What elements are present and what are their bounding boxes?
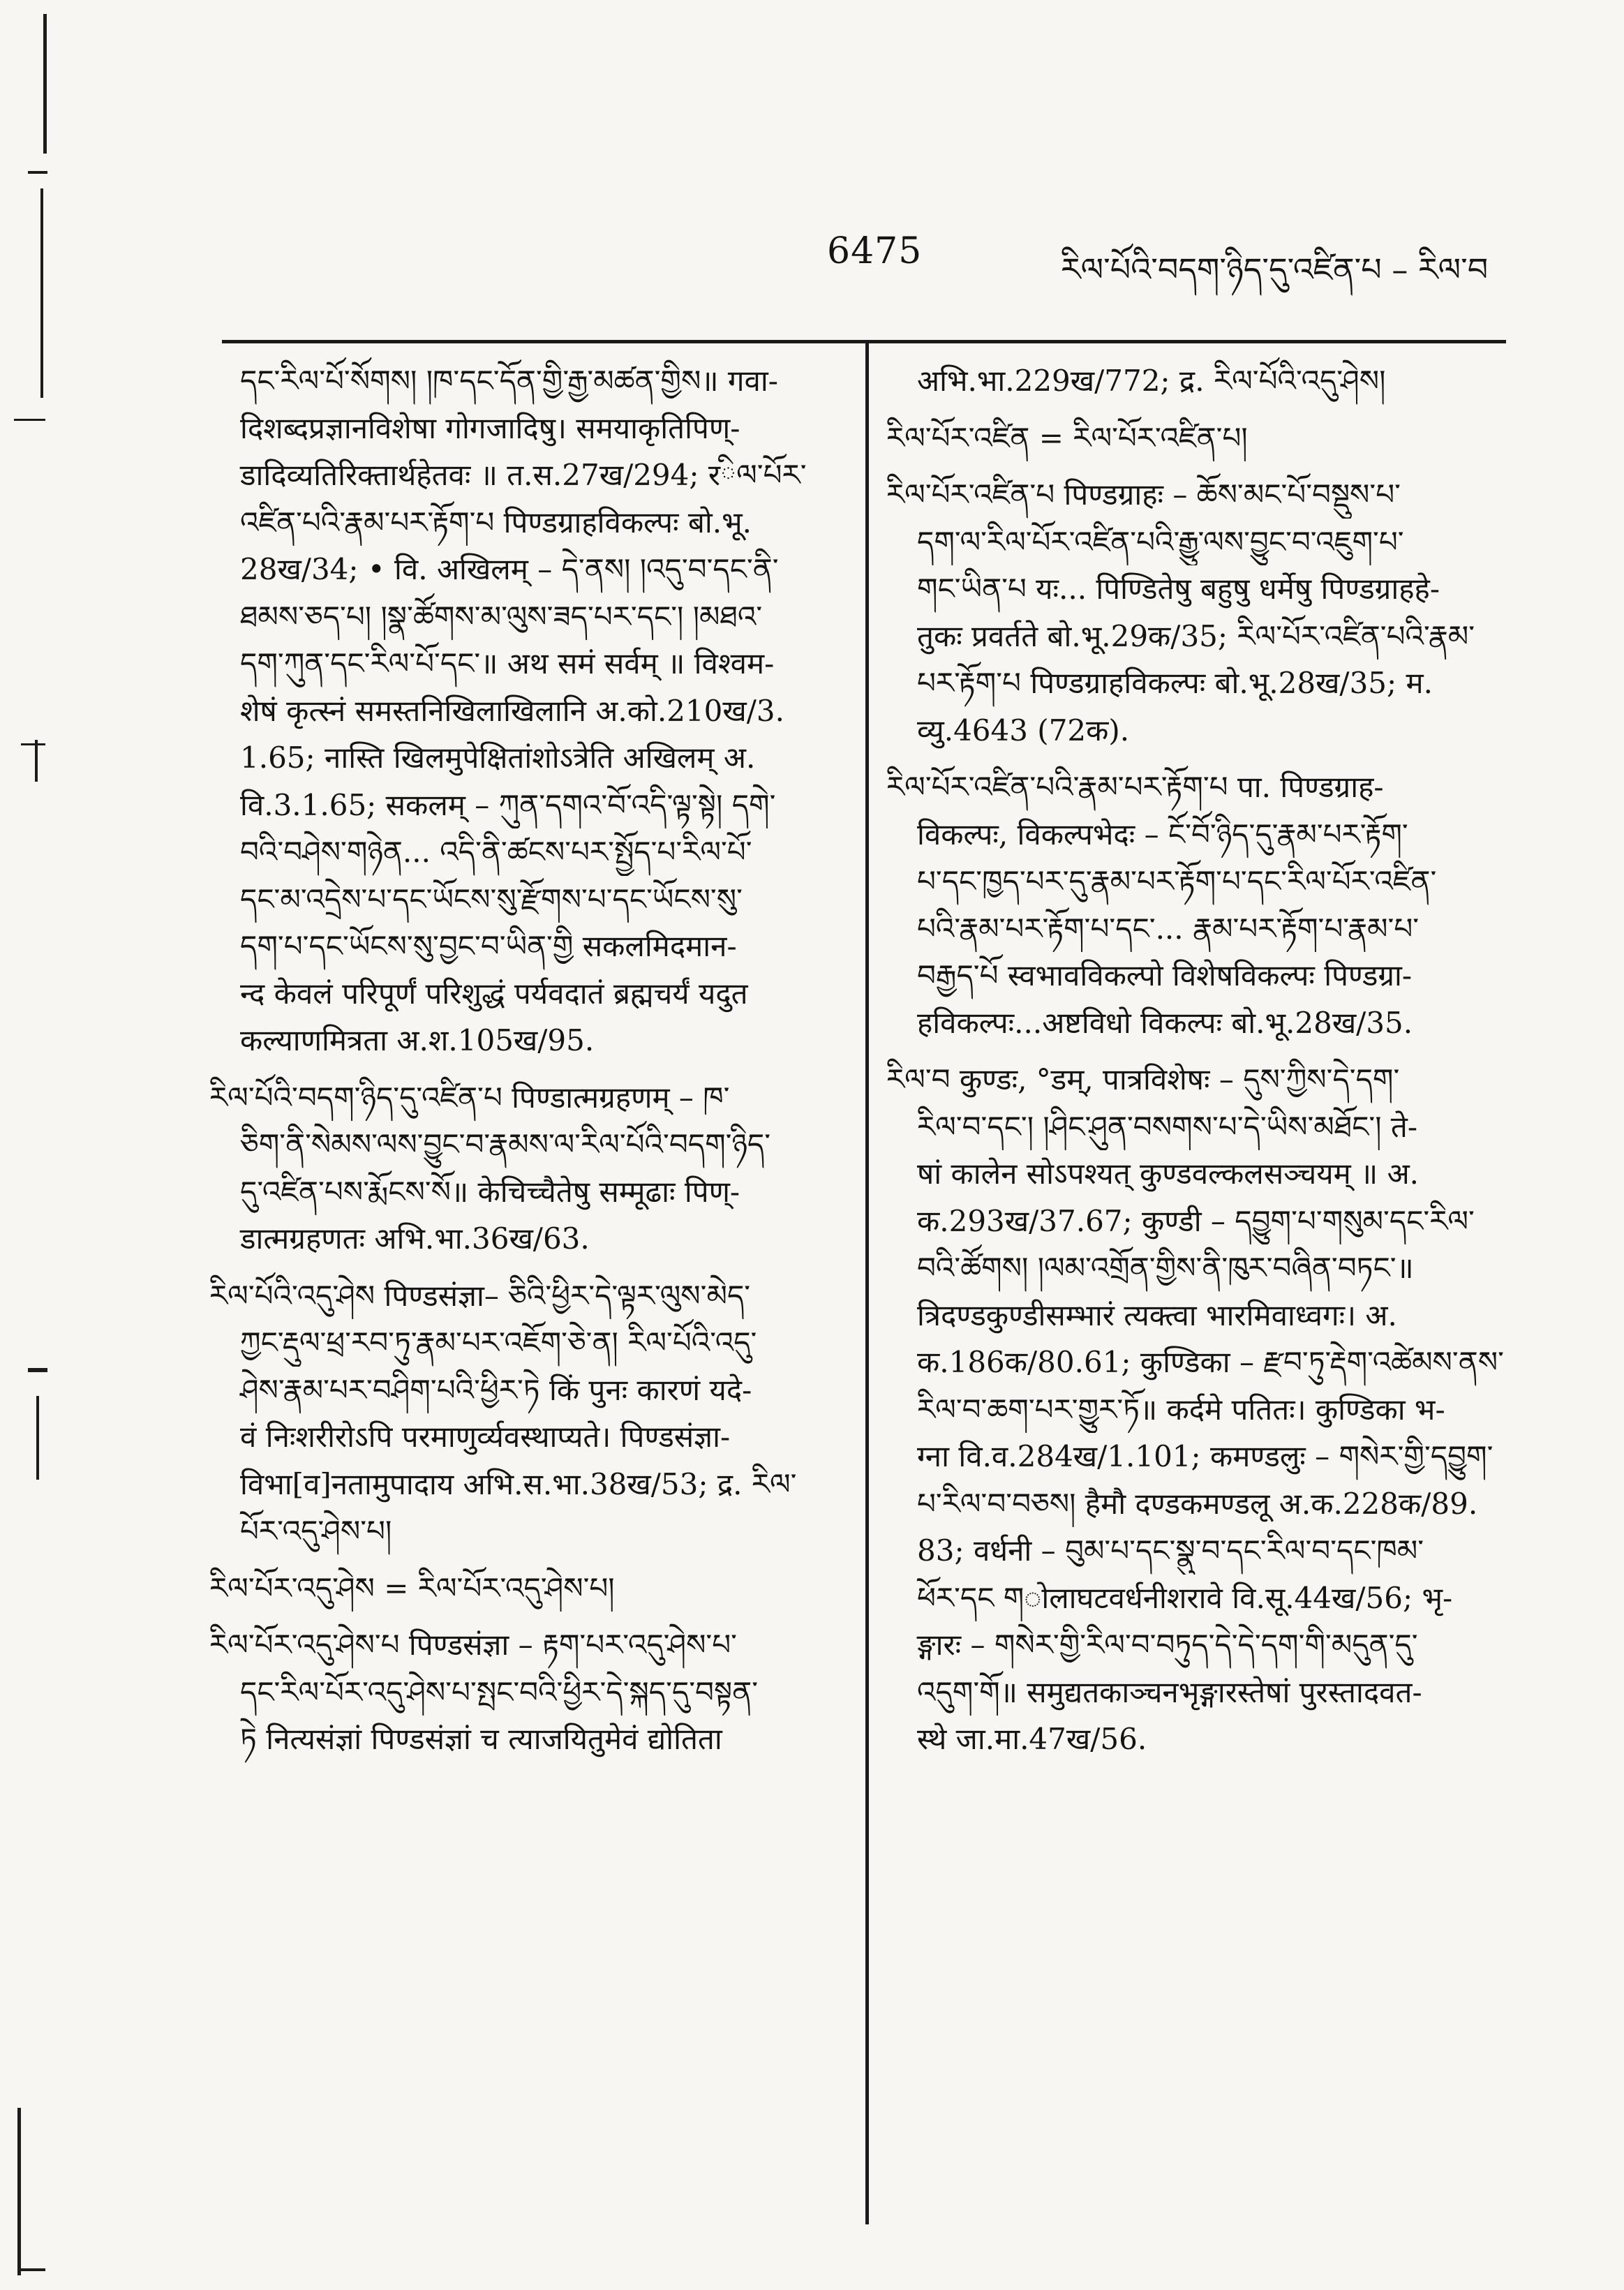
- entry-headword-line: རིལ་བ कुण्डः, °डम्, पात्रविशेषः – དུས་ཀྱིས་དེ་དག་: [886, 1062, 1400, 1096]
- entry-text-line: ཤེས་རྣམ་པར་བཤིག་པའི་ཕྱིར་ཏེ किं पुनः कारणं यदे-: [240, 1372, 752, 1407]
- entry-text-line: པོར་འདུ་ཤེས་པ།: [240, 1514, 392, 1548]
- entry-text-line: ཏེ नित्यसंज्ञां पिण्डसंज्ञां च त्याजयितुमेवं द्योतिता: [240, 1722, 722, 1756]
- scan-edge-mark: [35, 740, 38, 782]
- entry-text-line: རིལ་བ་དང་། །ཤིང་ཤུན་བསགས་པ་དེ་ཡིས་མཐོང་། ते-: [917, 1109, 1418, 1144]
- entry-text-line: ཕོར་དང གोलाघटवर्धनीशरावे वि.सू.44ख/56; भृ-: [917, 1580, 1453, 1615]
- entry-text-line: དག་ཀུན་དང་རིལ་པོ་དང་॥ अथ समं सर्वम् ॥ विश्वम-: [240, 646, 775, 681]
- entry-text-line: པའི་རྣམ་པར་རྟོག་པ་དང་... རྣམ་པར་རྟོག་པ་རྣམ་པ་: [917, 911, 1420, 946]
- entry-text-line: དང་རིལ་པོར་འདུ་ཤེས་པ་སྤང་བའི་ཕྱིར་དེ་སྐད་དུ་བསྟན་: [240, 1674, 759, 1709]
- scan-edge-mark: [17, 2108, 21, 2275]
- entry-text-line: འཛིན་པའི་རྣམ་པར་རྟོག་པ पिण्डग्राहविकल्पः बो.भू.: [240, 505, 752, 540]
- entry-text-line: अभि.भा.229ख/772; द्र. རིལ་པོའི་འདུ་ཤེས།: [917, 364, 1386, 398]
- entry-text-line: པ་རིལ་བ་བཅས། हैमौ दण्डकमण्डलू अ.क.228क/89.: [917, 1486, 1478, 1521]
- entry-headword-line: རིལ་པོའི་འདུ་ཤེས पिण्डसंज्ञा– ཅིའི་ཕྱིར་དེ་ལྟར་ལུས་མེད་: [209, 1278, 751, 1313]
- entry-text-line: स्थे जा.मा.47ख/56.: [917, 1722, 1147, 1756]
- scan-edge-mark: [28, 1368, 47, 1372]
- entry-text-line: षां कालेन सोऽपश्यत् कुण्डवल्कलसञ्चयम् ॥ अ.: [917, 1157, 1420, 1191]
- scan-edge-mark: [36, 1396, 39, 1480]
- entry-text-line: དང་རིལ་པོ་སོགས། །ཁ་དང་དོན་གྱི་རྒྱ་མཚན་གྱིས॥ गवा-: [240, 364, 778, 398]
- right-column: [886, 357, 1514, 1763]
- entry-text-line: པ་དང་ཁྱད་པར་དུ་རྣམ་པར་རྟོག་པ་དང་རིལ་པོར་འཛིན་: [917, 864, 1437, 898]
- entry-text-line: གང་ཡིན་པ यः... पिण्डितेषु बहुषु धर्मेषु पिण्डग्राहहे-: [917, 572, 1440, 606]
- scan-edge-mark: [21, 743, 45, 745]
- entry-text-line: བའི་བཤེས་གཉེན... འདི་ནི་ཚངས་པར་སྤྱོད་པ་རིལ་པོ་: [240, 835, 752, 869]
- entry-headword-line: རིལ་པོར་འདུ་ཤེས = རིལ་པོར་འདུ་ཤེས་པ།: [209, 1570, 615, 1605]
- entry-headword-line: རིལ་པོར་འཛིན = རིལ་པོར་འཛིན་པ།: [886, 420, 1248, 455]
- entry-text-line: क.186क/80.61; कुण्डिका – རྫབ་ཏུ་རྡེག་འཚེམས་ནས་: [917, 1345, 1504, 1379]
- entry-text-line: ཀྱང་རྡུལ་ཕྲ་རབ་ཏུ་རྣམ་པར་འཇོག་ཅེ་ན། རིལ་པོའི་འདུ་: [240, 1325, 757, 1360]
- page-number: 6475: [827, 230, 923, 272]
- scan-edge-mark: [14, 419, 45, 421]
- entry-text-line: व्यु.4643 (72क).: [917, 713, 1130, 748]
- entry-text-line: क.293ख/37.67; कुण्डी – དབྱུག་པ་གསུམ་དང་རིལ་: [917, 1203, 1475, 1238]
- entry-text-line: 28ख/34; • वि. अखिलम् – དེ་ནས། །འདུ་བ་དང་ནི་: [240, 552, 779, 586]
- entry-headword-line: རིལ་པོར་འདུ་ཤེས་པ पिण्डसंज्ञा – རྟག་པར་འདུ་ཤེས་པ་: [209, 1628, 737, 1662]
- entry-text-line: དག་ལ་རིལ་པོར་འཛིན་པའི་རྒྱུ་ལས་བྱུང་བ་འཇུག་པ་: [917, 524, 1404, 559]
- entry-text-line: 1.65; नास्ति खिलमुपेक्षितांशोऽत्रेति अखिलम् अ.: [240, 741, 756, 775]
- entry-text-line: དུ་འཛིན་པས་རྨོངས་སོ॥ केचिच्चैतेषु सम्मूढाः पिण्-: [240, 1174, 740, 1209]
- entry-text-line: विभा[व]नतामुपादाय अभि.स.भा.38ख/53; द्र. རིལ་: [240, 1466, 797, 1501]
- entry-headword-line: རིལ་པོའི་བདག་ཉིད་དུ་འཛིན་པ पिण्डात्मग्रहणम् – ཁ་: [209, 1080, 730, 1115]
- left-column: [209, 357, 837, 1763]
- entry-text-line: शेषं कृत्स्नं समस्तनिखिलाखिलानि अ.को.210ख/3.: [240, 693, 784, 728]
- scan-edge-mark: [17, 2268, 45, 2271]
- entry-headword-line: རིལ་པོར་འཛིན་པའི་རྣམ་པར་རྟོག་པ पा. पिण्डग्राह-: [886, 770, 1384, 804]
- column-divider: [865, 340, 869, 2224]
- entry-text-line: न्द केवलं परिपूर्णं परिशुद्धं पर्यवदातं ब्रह्मचर्यं यदुत: [240, 976, 748, 1011]
- entry-text-line: བའི་ཚོགས། །ལམ་འགྲོན་གྱིས་ནི་ཁུར་བཞིན་བཏང་॥: [917, 1251, 1414, 1285]
- header-rule: [222, 340, 1506, 343]
- entry-text-line: वि.3.1.65; सकलम् – ཀུན་དགའ་བོ་འདི་ལྟ་སྟེ། དགེ་: [240, 787, 776, 822]
- entry-text-line: वं निःशरीरोऽपि परमाणुर्व्यवस्थाप्यते। पिण्डसंज्ञा-: [240, 1420, 731, 1454]
- entry-text-line: 83; वर्धनी – བུམ་པ་དང་སྣུ་བ་དང་རིལ་བ་དང་ཁམ་: [917, 1533, 1424, 1568]
- entry-headword-line: རིལ་པོར་འཛིན་པ पिण्डग्राहः – ཆོས་མང་པོ་བསྡུས་པ་: [886, 477, 1401, 512]
- entry-text-line: त्रिदण्डकुण्डीसम्भारं त्यक्त्वा भारमिवाध्वगः। अ.: [917, 1298, 1397, 1332]
- headword-range: རིལ་པོའི་བདག་ཉིད་དུ་འཛིན་པ – རིལ་བ: [1061, 251, 1489, 288]
- entry-text-line: དང་མ་འདྲེས་པ་དང་ཡོངས་སུ་རྫོགས་པ་དང་ཡོངས་སུ་: [240, 882, 743, 916]
- entry-text-line: བརྒྱད་པོ स्वभावविकल्पो विशेषविकल्पः पिण्डग्रा-: [917, 958, 1413, 992]
- scan-edge-mark: [40, 188, 43, 398]
- entry-text-line: विकल्पः, विकल्पभेदः – ངོ་བོ་ཉིད་དུ་རྣམ་པར་རྟོག་: [917, 817, 1408, 852]
- entry-text-line: तुकः प्रवर्तते बो.भू.29क/35; རིལ་པོར་འཛིན་པའི་རྣམ་: [917, 618, 1475, 653]
- scan-edge-mark: [43, 14, 47, 154]
- entry-text-line: डात्मग्रहणतः अभि.भा.36ख/63.: [240, 1221, 590, 1256]
- entry-text-line: ङ्गारः – གསེར་གྱི་རིལ་བ་བཏུད་དེ་དེ་དག་གི་མདུན་དུ་: [917, 1628, 1418, 1662]
- entry-text-line: རིལ་བ་ཆག་པར་གྱུར་ཏོ॥ कर्दमे पतितः। कुण्डिका भ-: [917, 1392, 1445, 1427]
- scan-edge-mark: [28, 171, 47, 174]
- entry-text-line: དག་པ་དང་ཡོངས་སུ་བྱང་བ་ཡིན་གྱི सकलमिदमान-: [240, 929, 737, 963]
- entry-text-line: ग्ना वि.व.284ख/1.101; कमण्डलुः – གསེར་གྱི་དབྱུག་: [917, 1439, 1493, 1473]
- entry-text-line: ཅིག་ནི་སེམས་ལས་བྱུང་བ་རྣམས་ལ་རིལ་པོའི་བདག་ཉིད་: [240, 1127, 771, 1161]
- entry-text-line: འདུག་གོ॥ समुद्यतकाञ्चनभृङ्गारस्तेषां पुरस्तादवत-: [917, 1674, 1422, 1709]
- entry-text-line: པར་རྟོག་པ पिण्डग्राहविकल्पः बो.भू.28ख/35; म.: [917, 666, 1433, 700]
- entry-text-line: दिशब्दप्रज्ञानविशेषा गोगजादिषु। समयाकृतिपिण्-: [240, 410, 740, 445]
- entry-text-line: कल्याणमित्रता अ.श.105ख/95.: [240, 1023, 595, 1057]
- entry-text-line: हविकल्पः...अष्टविधो विकल्पः बो.भू.28ख/35.: [917, 1005, 1413, 1040]
- entry-text-line: डादिव्यतिरिक्तार्थहेतवः ॥ त.स.27ख/294; रིལ་པོར་: [240, 458, 807, 492]
- entry-text-line: ཐམས་ཅད་པ། །སྣ་ཚོགས་མ་ལུས་ཟད་པར་དང་། །མཐའ་: [240, 599, 763, 634]
